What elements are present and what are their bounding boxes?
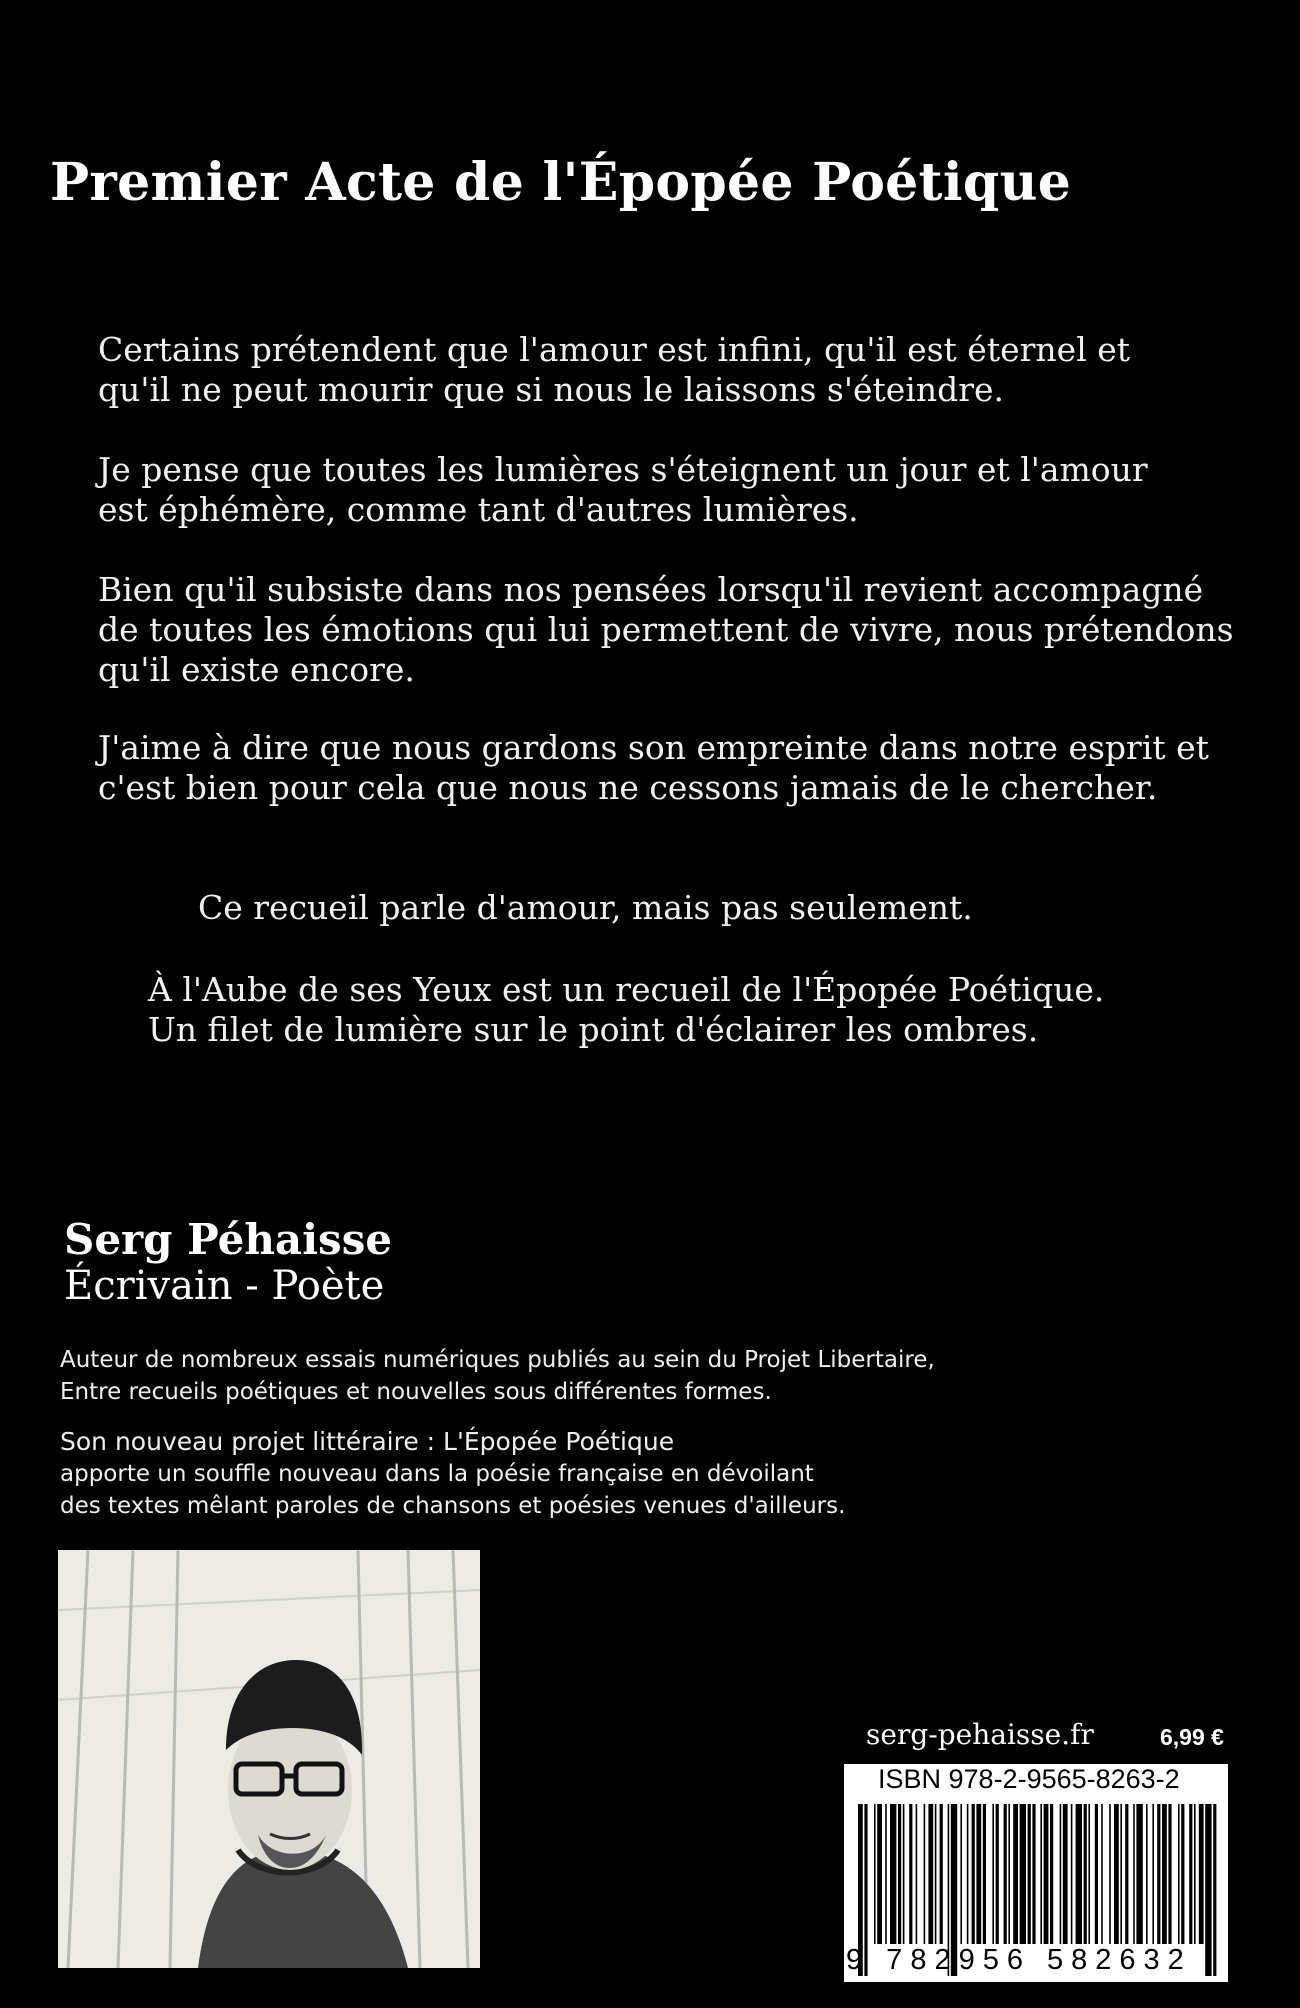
blurb-paragraph-3	[98, 570, 1234, 690]
author-bio-2	[60, 1426, 845, 1522]
barcode-bar	[1125, 1804, 1128, 1944]
blurb-paragraph-6	[148, 970, 1268, 1050]
bio-line: Entre recueils poétiques et nouvelles sous différentes formes.	[60, 1379, 772, 1405]
barcode-bar	[1040, 1804, 1042, 1944]
barcode-bar	[1205, 1804, 1211, 1976]
barcode-bar	[890, 1804, 896, 1944]
barcode-bar	[1044, 1804, 1049, 1944]
blurb-line: Je pense que toutes les lumières s'éteignent un jour et l'amour	[98, 450, 1148, 489]
bio-line: Auteur de nombreux essais numériques publiés au sein du Projet Libertaire,	[60, 1347, 935, 1373]
barcode-bar	[1146, 1804, 1148, 1944]
barcode-bar	[1189, 1804, 1192, 1944]
barcode-bar	[1168, 1804, 1171, 1944]
bio-line: Son nouveau projet littéraire : L'Épopée Poétique	[60, 1427, 675, 1456]
barcode-bar	[898, 1804, 901, 1944]
author-photo	[58, 1550, 480, 1968]
barcode-bar	[885, 1804, 887, 1944]
barcode-bar	[1095, 1804, 1098, 1944]
barcode-bar	[874, 1804, 876, 1944]
blurb-line: est éphémère, comme tant d'autres lumières.	[98, 490, 859, 529]
barcode-bar	[1213, 1804, 1216, 1976]
barcode-bar	[983, 1804, 986, 1944]
isbn-number: ISBN 978-2-9565-8263-2	[878, 1764, 1180, 1794]
barcode-bar	[1076, 1804, 1082, 1944]
author-website: serg-pehaisse.fr	[866, 1718, 1094, 1751]
barcode-bar	[1063, 1804, 1068, 1944]
barcode-bar	[1101, 1804, 1103, 1944]
barcode-bar	[1120, 1804, 1122, 1944]
barcode-bar	[1088, 1804, 1090, 1944]
barcode-bar	[877, 1804, 882, 1944]
blurb-paragraph-2	[98, 450, 1218, 530]
blurb-line: Certains prétendent que l'amour est infini, qu'il est éternel et	[98, 330, 1131, 369]
barcode-bar	[1050, 1804, 1053, 1944]
barcode-bar	[1178, 1804, 1180, 1944]
blurb-line: Bien qu'il subsiste dans nos pensées lorsqu'il revient accompagné	[98, 570, 1204, 609]
barcode-bar	[903, 1804, 905, 1944]
bio-line: des textes mêlant paroles de chansons et poésies venues d'ailleurs.	[60, 1493, 846, 1519]
barcode-bar	[928, 1804, 933, 1944]
barcode-bar	[1109, 1804, 1111, 1944]
barcode-bar	[976, 1804, 981, 1944]
blurb-line: qu'il ne peut mourir que si nous le laissons s'éteindre.	[98, 370, 1004, 409]
barcode-bar	[967, 1804, 969, 1944]
author-name: Serg Péhaisse	[64, 1215, 393, 1264]
barcode-bar	[1114, 1804, 1119, 1944]
blurb-line: c'est bien pour cela que nous ne cessons jamais de le chercher.	[98, 768, 1158, 807]
barcode-bar	[1028, 1804, 1031, 1944]
blurb-paragraph-4	[98, 728, 1218, 808]
barcode-bar	[1084, 1804, 1087, 1944]
barcode-bar	[1157, 1804, 1160, 1944]
barcode-bar	[972, 1804, 975, 1944]
blurb-line: qu'il existe encore.	[98, 650, 415, 689]
barcode-bar	[1013, 1804, 1018, 1944]
author-role: Écrivain - Poète	[64, 1263, 385, 1309]
barcode-bar	[935, 1804, 937, 1944]
ean-digits: 9 782956 582632	[846, 1944, 1192, 1976]
barcode-bar	[1181, 1804, 1184, 1944]
barcode-bar	[1060, 1804, 1062, 1944]
barcode-bar	[960, 1804, 962, 1944]
book-title: Premier Acte de l'Épopée Poétique	[50, 152, 1072, 213]
barcode-bar	[916, 1804, 918, 1944]
barcode-bar	[1199, 1804, 1204, 1944]
barcode-bar	[1004, 1804, 1007, 1944]
barcode-bar	[1032, 1804, 1035, 1944]
blurb-line: À l'Aube de ses Yeux est un recueil de l'Épopée Poétique.	[148, 970, 1105, 1009]
blurb-line: Un filet de lumière sur le point d'éclairer les ombres.	[148, 1010, 1039, 1049]
barcode-bar	[992, 1804, 994, 1944]
price-label: 6,99 €	[1160, 1724, 1224, 1750]
barcode-bar	[1071, 1804, 1073, 1944]
barcode-bar	[940, 1804, 943, 1944]
author-bio-1	[60, 1344, 935, 1408]
blurb-paragraph-5: Ce recueil parle d'amour, mais pas seulement.	[198, 888, 973, 927]
barcode-bar	[996, 1804, 999, 1944]
barcode-bar	[1136, 1804, 1142, 1944]
barcode-bar	[1194, 1804, 1196, 1944]
barcode-bar	[909, 1804, 912, 1944]
barcode-bar	[924, 1804, 926, 1944]
barcode-bar	[1162, 1804, 1167, 1944]
blurb-paragraph-1	[98, 330, 1218, 410]
barcode-bar	[1152, 1804, 1154, 1944]
barcode-bar	[1008, 1804, 1010, 1944]
bio-line: apporte un souffle nouveau dans la poésie française en dévoilant	[60, 1461, 814, 1487]
barcode-bar	[1020, 1804, 1026, 1944]
blurb-line: J'aime à dire que nous gardons son empreinte dans notre esprit et	[98, 728, 1209, 767]
barcode-bar	[1133, 1804, 1135, 1944]
blurb-line: de toutes les émotions qui lui permettent de vivre, nous prétendons	[98, 610, 1234, 649]
